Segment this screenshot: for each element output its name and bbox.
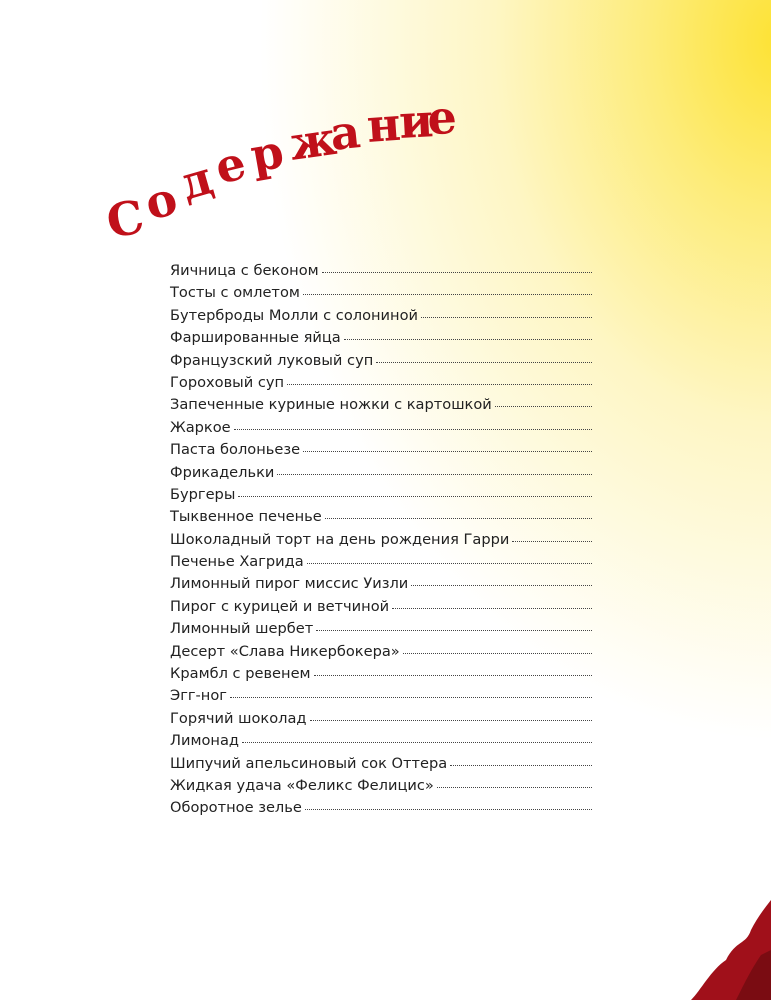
toc-entry[interactable] — [170, 575, 592, 597]
toc-entry-label: Шоколадный торт на день рождения Гарри — [170, 530, 510, 548]
toc-entry[interactable] — [170, 441, 592, 463]
toc-entry-label: Жидкая удача «Феликс Фелицис» — [170, 776, 434, 794]
toc-entry[interactable] — [170, 643, 592, 665]
dot-leader — [512, 540, 592, 542]
toc-entry[interactable] — [170, 486, 592, 508]
title-letter: р — [246, 124, 288, 183]
dot-leader — [303, 450, 592, 452]
toc-entry-label: Гороховый суп — [170, 373, 285, 391]
dot-leader — [303, 293, 592, 295]
dot-leader — [403, 652, 592, 654]
dot-leader — [437, 786, 592, 788]
toc-entry-label: Паста болоньезе — [170, 441, 301, 459]
dot-leader — [314, 674, 592, 676]
title-letter: н — [365, 96, 403, 153]
dot-leader — [307, 562, 592, 564]
dot-leader — [230, 696, 592, 698]
toc-entry-label: Запеченные куриные ножки с картошкой — [170, 396, 492, 414]
toc-entry-label: Оборотное зелье — [170, 799, 302, 817]
title-letter: е — [426, 90, 458, 145]
dot-leader — [495, 405, 592, 407]
dot-leader — [450, 764, 592, 766]
title-letter: и — [397, 93, 435, 149]
toc-entry-label: Тыквенное печенье — [170, 508, 322, 526]
toc-entry[interactable] — [170, 329, 592, 351]
toc-entry-label: Тосты с омлетом — [170, 284, 300, 302]
toc-entry-label: Крамбл с ревенем — [170, 665, 311, 683]
toc-entry[interactable] — [170, 620, 592, 642]
toc-entry[interactable] — [170, 419, 592, 441]
toc-entry[interactable] — [170, 755, 592, 777]
toc-entry[interactable] — [170, 284, 592, 306]
page-title-graphic — [88, 88, 468, 268]
title-letter: д — [174, 150, 219, 211]
toc-entry-label: Лимонный шербет — [170, 620, 314, 638]
toc-entry-label: Лимонад — [170, 732, 239, 750]
table-of-contents — [170, 262, 592, 822]
toc-entry[interactable] — [170, 553, 592, 575]
toc-entry[interactable] — [170, 531, 592, 553]
dot-leader — [322, 271, 592, 273]
dot-leader — [376, 361, 592, 363]
toc-entry[interactable] — [170, 777, 592, 799]
dot-leader — [411, 584, 592, 586]
title-letter: С — [102, 189, 148, 249]
toc-entry[interactable] — [170, 687, 592, 709]
toc-entry-label: Пирог с курицей и ветчиной — [170, 597, 390, 615]
toc-entry-label: Бутерброды Молли с солониной — [170, 306, 418, 324]
toc-entry-label: Печенье Хагрида — [170, 553, 304, 571]
toc-entry[interactable] — [170, 799, 592, 821]
toc-entry[interactable] — [170, 374, 592, 396]
toc-entry[interactable] — [170, 508, 592, 530]
title-letter: о — [139, 170, 183, 231]
toc-entry-label: Эгг-ног — [170, 687, 227, 705]
toc-entry-label: Бургеры — [170, 485, 236, 503]
toc-entry[interactable] — [170, 598, 592, 620]
toc-entry-label: Французский луковый суп — [170, 351, 374, 369]
toc-entry-label: Горячий шоколад — [170, 709, 307, 727]
title-letter: е — [209, 135, 252, 195]
toc-entry[interactable] — [170, 396, 592, 418]
dot-leader — [234, 428, 592, 430]
dot-leader — [305, 808, 592, 810]
toc-entry-label: Жаркое — [170, 418, 231, 436]
dot-leader — [392, 607, 592, 609]
dot-leader — [325, 517, 592, 519]
page-title — [88, 88, 468, 268]
dot-leader — [421, 316, 592, 318]
toc-entry-label: Фаршированные яйца — [170, 329, 341, 347]
dot-leader — [238, 495, 592, 497]
toc-entry[interactable] — [170, 352, 592, 374]
toc-entry-label: Шипучий апельсиновый сок Оттера — [170, 754, 448, 772]
toc-entry-label: Фрикадельки — [170, 463, 275, 481]
dot-leader — [344, 338, 592, 340]
dot-leader — [277, 473, 592, 475]
toc-entry[interactable] — [170, 307, 592, 329]
toc-entry[interactable] — [170, 710, 592, 732]
title-letter: а — [327, 104, 363, 161]
toc-entry[interactable] — [170, 732, 592, 754]
dot-leader — [310, 719, 593, 721]
toc-entry[interactable] — [170, 665, 592, 687]
toc-entry[interactable] — [170, 262, 592, 284]
dot-leader — [287, 383, 592, 385]
title-letter: ж — [286, 110, 340, 171]
dot-leader — [316, 629, 592, 631]
red-stain-decoration — [691, 900, 771, 1000]
toc-entry-label: Десерт «Слава Никербокера» — [170, 642, 400, 660]
toc-entry-label: Лимонный пирог миссис Уизли — [170, 575, 409, 593]
toc-entry[interactable] — [170, 464, 592, 486]
toc-entry-label: Яичница с беконом — [170, 262, 319, 279]
dot-leader — [242, 741, 592, 743]
